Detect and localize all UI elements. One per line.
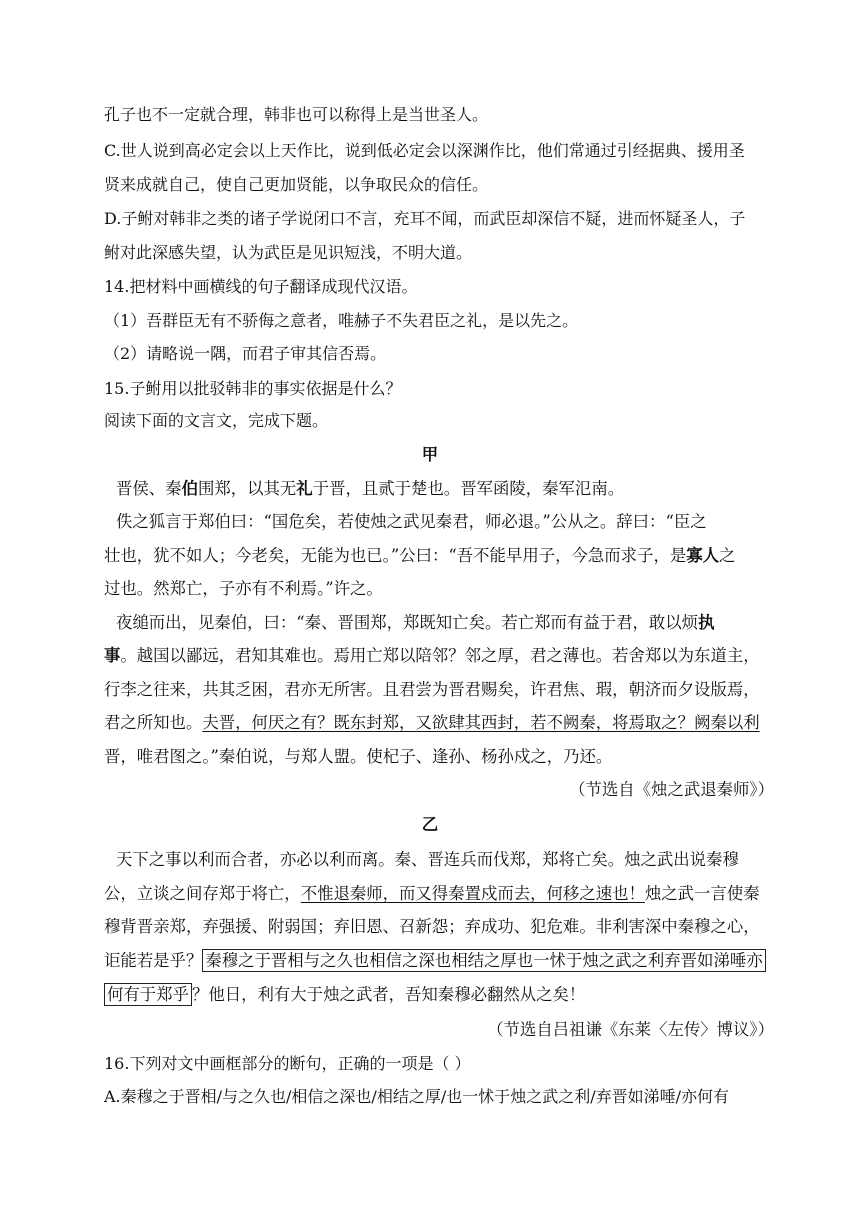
bold-word: 礼 <box>296 479 313 498</box>
bold-word: 事 <box>104 646 121 665</box>
text-run: 之 <box>719 546 736 565</box>
passage-jia-p3-line-4 <box>104 712 794 734</box>
text-run: 公，立谈之间存郑于将亡， <box>104 884 301 903</box>
text-run: 晋侯、秦 <box>116 479 182 498</box>
option-d-line-2: 鲋对此深感失望，认为武臣是见识短浅，不明大道。 <box>104 243 473 262</box>
passage-yi-line-3: 穆背晋亲郑，弃强援、附弱国；弃旧恩、召新怨；弃成功、犯危难。非利害深中秦穆之心， <box>104 917 760 936</box>
underlined-sentence: 夫晋，何厌之有？既东封郑，又欲肆其西封，若不阙秦，将焉取之？ <box>202 713 695 732</box>
boxed-passage: 秦穆之于晋相与之久也相信之深也相结之厚也一怵于烛之武之利弃晋如涕唾亦 <box>202 949 765 972</box>
question-14: 14.把材料中画横线的句子翻译成现代汉语。 <box>104 277 418 296</box>
passage-jia-p2-line-1: 佚之狐言于郑伯曰：“国危矣，若使烛之武见秦君，师必退。”公从之。辞曰：“臣之 <box>116 512 707 531</box>
passage-yi-line-2 <box>104 883 794 905</box>
option-c-line-1: C.世人说到高必定会以上天作比，说到低必定会以深渊作比，他们常通过引经据典、援用圣 <box>104 141 745 160</box>
question-16: 16.下列对文中画框部分的断句，正确的一项是（ ） <box>104 1054 471 1073</box>
text-run: 壮也，犹不如人；今老矣，无能为也已。”公曰：“吾不能早用子，今急而求子，是 <box>104 546 687 565</box>
text-run: 于晋，且贰于楚也。晋军函陵，秦军氾南。 <box>312 479 625 498</box>
passage-jia-source: （节选自《烛之武退秦师》） <box>569 780 774 799</box>
bold-word: 执 <box>698 613 715 632</box>
passage-jia-p2-line-3: 过也。然郑亡，子亦有不利焉。”许之。 <box>104 579 383 598</box>
bold-word: 伯 <box>181 479 198 498</box>
text-run: 讵能若是乎？ <box>104 951 203 970</box>
passage-jia-p3-line-5: 晋，唯君图之。”秦伯说，与郑人盟。使杞子、逢孙、杨孙戍之，乃还。 <box>104 747 613 766</box>
question-15: 15.子鲋用以批驳韩非的事实依据是什么？ <box>104 379 402 398</box>
passage-jia-p2-line-2 <box>104 545 794 567</box>
passage-jia-paragraph-1 <box>116 478 806 500</box>
underlined-sentence: 阙秦以利 <box>694 713 760 732</box>
text-run: 围郑，以其无 <box>197 479 297 498</box>
passage-yi-line-1: 天下之事以利而合者，亦必以利而离。秦、晋连兵而伐郑，郑将亡矣。烛之武出说秦穆 <box>116 850 739 869</box>
question-14-item-2: （2）请略说一隅，而君子审其信否焉。 <box>104 344 387 363</box>
question-14-item-1: （1）吾群臣无有不骄侮之意者，唯赫子不失君臣之礼，是以先之。 <box>104 311 579 330</box>
text-run: 。越国以鄙远，君知其难也。焉用亡郑以陪邻？邻之厚，君之薄也。若舍郑以为东道主， <box>120 646 760 665</box>
question-16-option-a: A.秦穆之于晋相/与之久也/相信之深也/相结之厚/也一怵于烛之武之利/弃晋如涕唾/亦何有 <box>104 1087 729 1106</box>
option-c-line-2: 贤来成就自己，使自己更加贤能，以争取民众的信任。 <box>104 175 489 194</box>
bold-word: 寡人 <box>686 546 720 565</box>
text-run: 君之所知也。 <box>104 713 203 732</box>
passage-jia-p3-line-1 <box>116 612 806 634</box>
text-line: 孔子也不一定就合理，韩非也可以称得上是当世圣人。 <box>104 105 489 124</box>
passage-yi-source: （节选自吕祖谦《东莱〈左传〉博议》） <box>487 1020 774 1039</box>
passage-yi-heading: 乙 <box>421 815 439 834</box>
text-run: 烛之武一言使秦 <box>644 884 760 903</box>
passage-jia-p3-line-2 <box>104 645 794 667</box>
passage-yi-line-4 <box>104 950 794 972</box>
option-d-line-1: D.子鲋对韩非之类的诸子学说闭口不言，充耳不闻，而武臣却深信不疑，进而怀疑圣人，子 <box>104 209 746 228</box>
boxed-passage: 何有于郑乎 <box>104 983 192 1006</box>
reading-instruction: 阅读下面的文言文，完成下题。 <box>104 411 329 430</box>
text-run: 夜缒而出，见秦伯，曰：“秦、晋围郑，郑既知亡矣。若亡郑而有益于君，敢以烦 <box>116 613 699 632</box>
text-run: ？他日，利有大于烛之武者，吾知秦穆必翻然从之矣！ <box>191 985 586 1004</box>
passage-jia-heading: 甲 <box>421 445 439 464</box>
passage-yi-line-5 <box>104 984 794 1006</box>
passage-jia-p3-line-3: 行李之往来，共其乏困，君亦无所害。且君尝为晋君赐矣，许君焦、瑕，朝济而夕设版焉， <box>104 680 760 699</box>
underlined-sentence: 不惟退秦师，而又得秦置戍而去，何移之速也！ <box>300 884 645 903</box>
